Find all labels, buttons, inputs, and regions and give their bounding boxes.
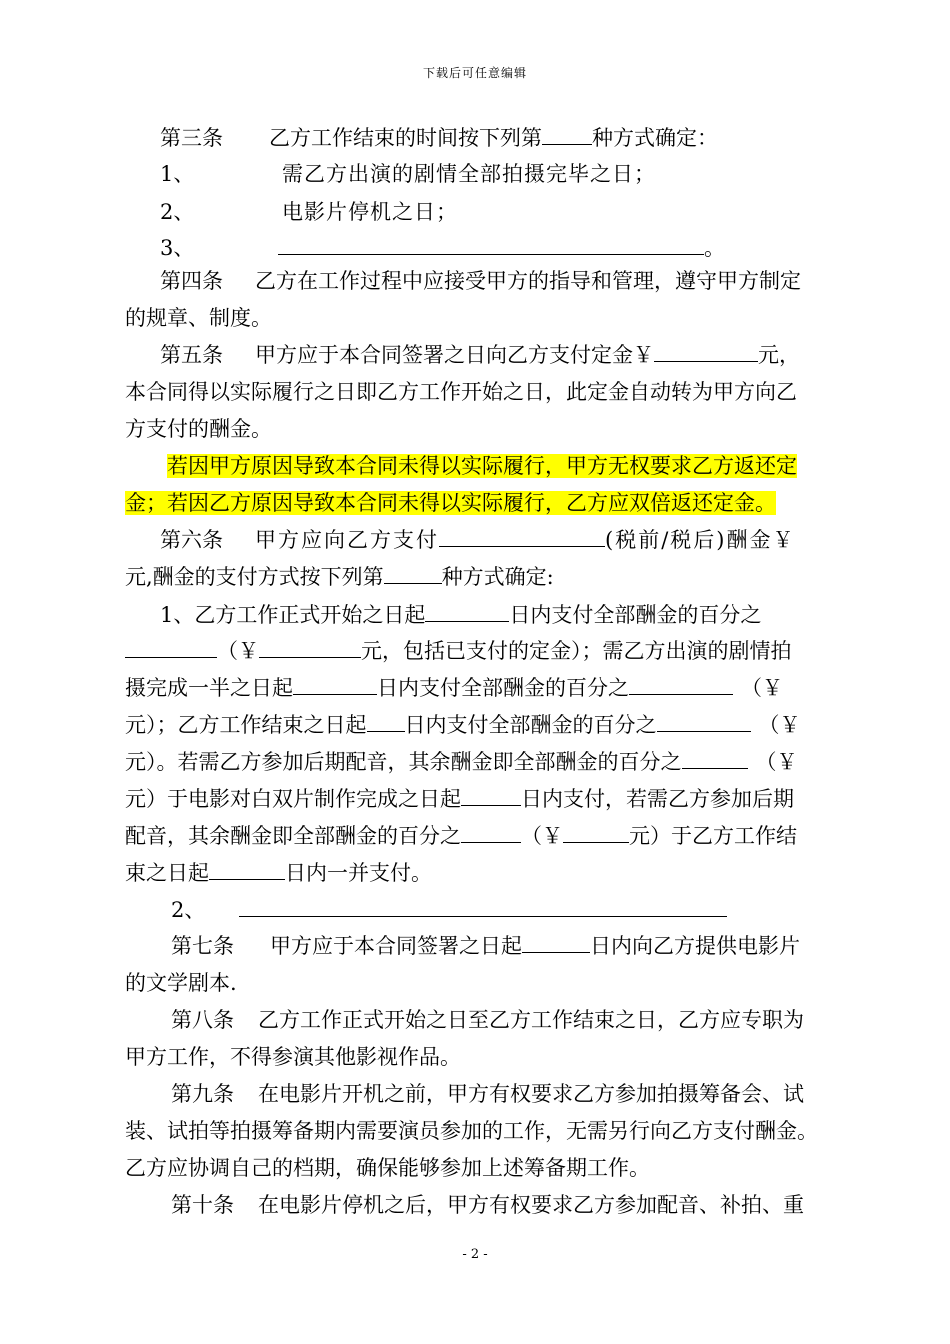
blank-field[interactable] <box>563 822 629 843</box>
article-6-line-1: 第六条 甲方应向乙方支付 (税前/税后)酬金￥ <box>160 528 796 552</box>
blank-field[interactable] <box>629 674 733 695</box>
article-3-item-3: 3、 <box>160 236 195 260</box>
article-9-heading: 第九条 <box>171 1082 234 1106</box>
article-7-heading: 第七条 <box>171 934 234 958</box>
article-3-item-2: 2、 <box>160 200 195 224</box>
page-number: - 2 - <box>462 1247 488 1262</box>
blank-field[interactable] <box>367 711 405 732</box>
article-4-line-2: 的规章、制度。 <box>125 306 272 330</box>
blank-field[interactable] <box>239 896 727 917</box>
article-5-highlight-2: 金；若因乙方原因导致本合同未得以实际履行，乙方应双倍返还定金。 <box>125 491 776 515</box>
article-6-line-6: 元）；乙方工作结束之日起 日内支付全部酬金的百分之 （￥ <box>125 713 801 737</box>
article-8-line-2: 甲方工作，不得参演其他影视作品。 <box>125 1045 461 1069</box>
article-8-heading: 第八条 <box>171 1008 234 1032</box>
article-6-line-9: 配音，其余酬金即全部酬金的百分之 （￥ 元）于乙方工作结 <box>125 824 797 848</box>
blank-field[interactable] <box>278 234 704 255</box>
blank-field[interactable] <box>682 748 748 769</box>
article-5-line-3: 方支付的酬金。 <box>125 417 272 441</box>
article-8-line-1: 第八条 乙方工作正式开始之日至乙方工作结束之日，乙方应专职为 <box>171 1008 804 1032</box>
blank-field[interactable] <box>384 563 442 584</box>
blank-field[interactable] <box>657 711 751 732</box>
article-6-line-4: （￥ 元，包括已支付的定金）；需乙方出演的剧情拍 <box>125 637 792 665</box>
deposit-amount-field[interactable] <box>654 341 758 362</box>
article-4-line-1: 第四条 乙方在工作过程中应接受甲方的指导和管理，遵守甲方制定 <box>160 269 801 293</box>
article-6-line-3: 1、乙方工作正式开始之日起 日内支付全部酬金的百分之 <box>160 603 762 627</box>
article-6-line-10: 束之日起 日内一并支付。 <box>125 861 432 885</box>
blank-field[interactable] <box>209 859 285 880</box>
article-10-heading: 第十条 <box>171 1193 234 1217</box>
article-3-item-1: 1、 <box>160 162 195 186</box>
article-9-line-3: 乙方应协调自己的档期，确保能够参加上述筹备期工作。 <box>125 1156 650 1180</box>
blank-field[interactable] <box>461 822 521 843</box>
article-5-line-1: 第五条 甲方应于本合同签署之日向乙方支付定金￥ 元， <box>160 343 800 367</box>
article-3-heading: 第三条 <box>160 126 223 150</box>
article-3-item-1-text: 需乙方出演的剧情全部拍摄完毕之日； <box>282 162 656 186</box>
article-6-line-8: 元）于电影对白双片制作完成之日起 日内支付，若需乙方参加后期 <box>125 787 794 811</box>
blank-field[interactable] <box>293 674 377 695</box>
article-3-item-3-blank: 。 <box>278 234 725 262</box>
article-9-line-2: 装、试拍等拍摄筹备期内需要演员参加的工作，无需另行向乙方支付酬金。 <box>125 1119 818 1143</box>
blank-field[interactable] <box>125 637 217 658</box>
blank-field[interactable] <box>461 785 521 806</box>
page-header: 下载后可任意编辑 <box>422 66 527 80</box>
article-6-line-2: 元,酬金的支付方式按下列第 种方式确定: <box>125 565 554 589</box>
article-7-line-2: 的文学剧本. <box>125 971 237 995</box>
article-3-item-2-text: 电影片停机之日； <box>282 200 458 224</box>
blank-field[interactable] <box>425 601 509 622</box>
article-5-line-2: 本合同得以实际履行之日即乙方工作开始之日，此定金自动转为甲方向乙 <box>125 380 797 404</box>
article-6-heading: 第六条 <box>160 528 223 552</box>
article-4-heading: 第四条 <box>160 269 223 293</box>
article-10-line-1: 第十条 在电影片停机之后，甲方有权要求乙方参加配音、补拍、重 <box>171 1193 804 1217</box>
article-7-line-1: 第七条 甲方应于本合同签署之日起 日内向乙方提供电影片 <box>171 934 800 958</box>
blank-field[interactable] <box>522 932 590 953</box>
article-3-line-1: 第三条 乙方工作结束的时间按下列第 种方式确定： <box>160 126 718 150</box>
blank-field[interactable] <box>259 637 361 658</box>
article-5-heading: 第五条 <box>160 343 223 367</box>
fee-field[interactable] <box>439 526 605 547</box>
article-6-item-2: 2、 <box>171 896 727 924</box>
article-5-highlight-1: 若因甲方原因导致本合同未得以实际履行，甲方无权要求乙方返还定 <box>167 454 797 478</box>
blank-field[interactable] <box>542 124 592 145</box>
article-9-line-1: 第九条 在电影片开机之前，甲方有权要求乙方参加拍摄筹备会、试 <box>171 1082 804 1106</box>
article-6-line-7: 元）。若需乙方参加后期配音，其余酬金即全部酬金的百分之 （￥ <box>125 750 798 774</box>
article-6-line-5: 摄完成一半之日起 日内支付全部酬金的百分之 （￥ <box>125 676 783 700</box>
